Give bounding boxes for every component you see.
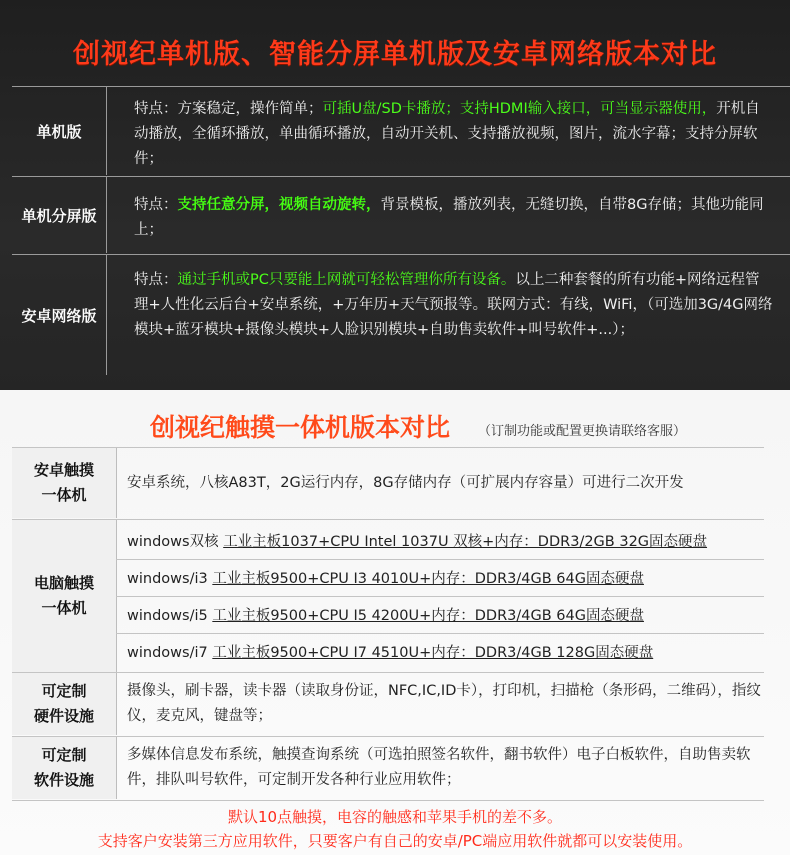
- text-rest: 以上二种套餐的所有功能+网络远程管理+人性化云后台+安卓系统，+万年历+天气预报等。联网方式：有线，WiFi，（可选加3G/4G网络模块+蓝牙模块+摄像头模块+人脸识别模块+自助售卖软件+叫号软件+...）；: [134, 272, 773, 338]
- row-android-network: [12, 255, 790, 375]
- divider: [116, 673, 117, 735]
- row-split-screen: [12, 177, 790, 253]
- option-config: 工业主板9500+CPU I7 4510U+内存：DDR3/4GB 128G固态硬盘: [212, 645, 654, 661]
- label-line: 可定制: [41, 746, 87, 764]
- row-label: [12, 448, 116, 518]
- row-text: [134, 193, 774, 243]
- divider: [116, 633, 764, 634]
- row-label: [12, 520, 116, 672]
- option-os: windows/i5: [127, 608, 208, 624]
- text-rest: 背景模板，播放列表，无缝切换，自带8G存储；其他功能同上；: [134, 197, 764, 238]
- row-label: 单机版: [36, 122, 82, 141]
- row-text: 摄像头，刷卡器，读卡器（读取身份证，NFC,IC,ID卡），打印机，扫描枪（条形码，二维码），指纹仪，麦克风，键盘等；: [127, 683, 761, 724]
- label-line: 安卓触摸: [33, 461, 94, 479]
- text-prefix: 特点：: [134, 272, 178, 288]
- row-custom-hardware: [12, 673, 764, 735]
- section-subtitle: （订制功能或配置更换请联络客服）: [478, 424, 687, 439]
- label-line: 可定制: [41, 682, 87, 700]
- option-config: 工业主板1037+CPU Intel 1037U 双核+内存：DDR3/2GB 32G固态硬盘: [223, 534, 708, 550]
- text-highlight: 通过手机或PC只要能上网就可轻松管理你所有设备。: [177, 272, 516, 288]
- option-config: 工业主板9500+CPU I3 4010U+内存：DDR3/4GB 64G固态硬盘: [212, 571, 644, 587]
- touch-panel-comparison: [0, 390, 790, 855]
- divider: [12, 800, 764, 801]
- row-text: 安卓系统，八核A83T，2G运行内存，8G存储内存（可扩展内存容量）可进行二次开发: [127, 475, 684, 491]
- row-label: 单机分屏版: [21, 206, 97, 225]
- text-highlight: 可插U盘/SD卡播放；支持HDMI输入接口，可当显示器使用，: [322, 101, 717, 117]
- row-text: [134, 268, 774, 343]
- text-rest: 开机自动播放，全循环播放，单曲循环播放，自动开关机、支持播放视频，图片，流水字幕；支持分屏软件；: [134, 101, 760, 167]
- page-title: 创视纪单机版、智能分屏单机版及安卓网络版本对比: [73, 39, 717, 70]
- row-android-touch: [12, 448, 764, 518]
- label-line: 一体机: [41, 599, 87, 617]
- row-label: 安卓网络版: [21, 306, 97, 325]
- divider: [106, 177, 107, 253]
- row-text: [134, 97, 774, 172]
- note-touch: 默认10点触摸，电容的触感和苹果手机的差不多。: [227, 808, 563, 826]
- divider: [116, 737, 117, 799]
- pc-option: [127, 641, 767, 666]
- version-comparison-panel: [0, 0, 790, 390]
- note-third-party: 支持客户安装第三方应用软件，只要客户有自己的安卓/PC端应用软件就都可以安装使用。: [97, 832, 693, 850]
- divider: [116, 448, 117, 518]
- section-title: 创视纪触摸一体机版本对比: [150, 413, 451, 442]
- divider: [116, 596, 764, 597]
- label-line: 软件设施: [33, 771, 94, 789]
- option-config: 工业主板9500+CPU I5 4200U+内存：DDR3/4GB 64G固态硬盘: [212, 608, 644, 624]
- label-line: 硬件设施: [33, 707, 94, 725]
- row-standalone: [12, 87, 790, 175]
- label-line: 电脑触摸: [33, 574, 94, 592]
- pc-option: [127, 604, 767, 629]
- row-custom-software: [12, 737, 764, 799]
- text-highlight: 支持任意分屏，视频自动旋转，: [177, 197, 381, 213]
- option-os: windows/i3: [127, 571, 208, 587]
- pc-option: [127, 567, 767, 592]
- option-os: windows/i7: [127, 645, 208, 661]
- row-label: [12, 737, 116, 799]
- divider: [106, 255, 107, 375]
- text-prefix: 特点：方案稳定，操作简单；: [134, 101, 323, 117]
- row-label: [12, 673, 116, 735]
- divider: [106, 87, 107, 175]
- label-line: 一体机: [41, 486, 87, 504]
- pc-option: [127, 530, 767, 555]
- text-prefix: 特点：: [134, 197, 178, 213]
- option-os: windows双核: [127, 534, 219, 550]
- divider: [116, 559, 764, 560]
- row-text: 多媒体信息发布系统，触摸查询系统（可选拍照签名软件，翻书软件）电子白板软件，自助售卖软件，排队叫号软件，可定制开发各种行业应用软件；: [127, 747, 751, 788]
